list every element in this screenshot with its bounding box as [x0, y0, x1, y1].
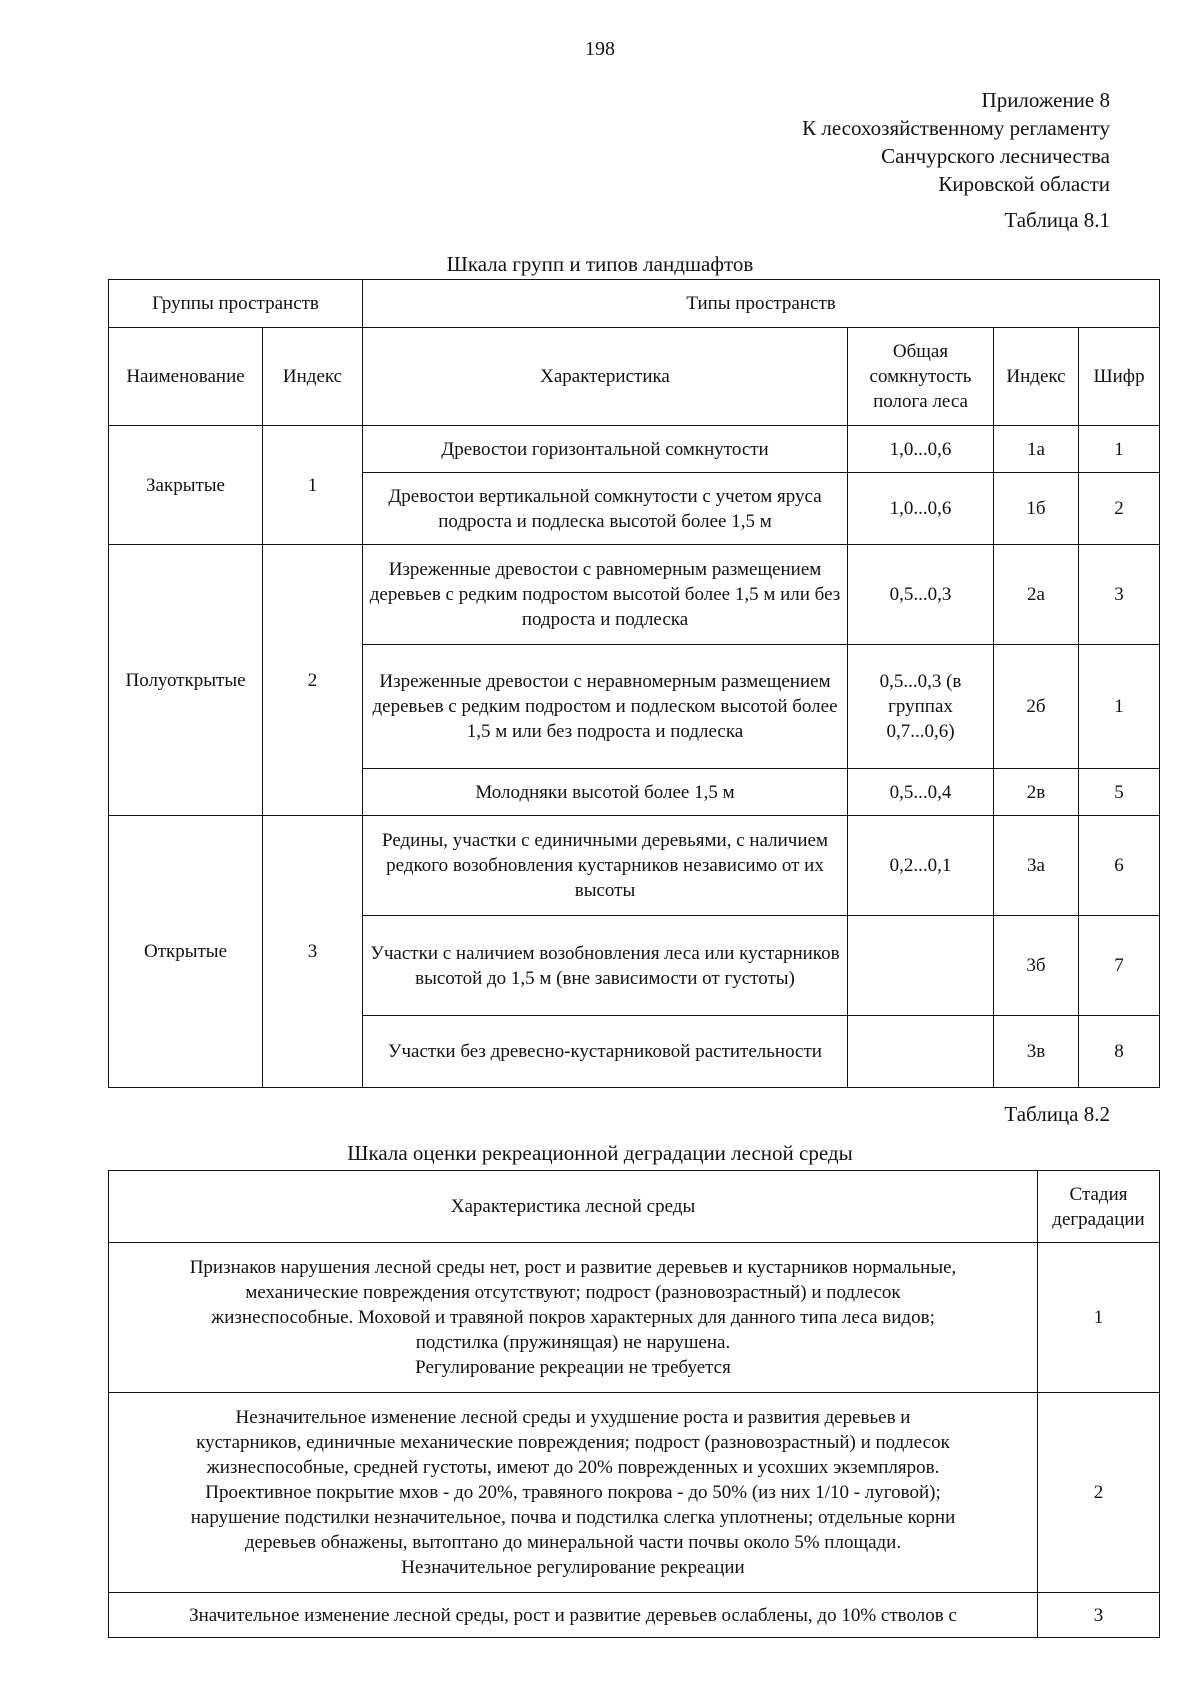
description-line: Проективное покрытие мхов - до 20%, травяного покрова - до 50% (из них 1/10 - луговой); [205, 1482, 941, 1503]
type-code: 1 [1079, 426, 1160, 473]
stage-description [109, 1243, 1038, 1393]
type-index: 2а [994, 545, 1079, 645]
type-characteristic: Изреженные древостои с неравномерным размещением деревьев с редким подростом и подлеском высотой более 1,5 м или без подроста и подлеска [363, 645, 848, 769]
type-code: 1 [1079, 645, 1160, 769]
table2-title: Шкала оценки рекреационной деградации лесной среды [347, 1141, 853, 1165]
description-line: жизнеспособные, средней густоты, имеют до 20% поврежденных и усохших экземпляров. [206, 1457, 940, 1478]
header-space-types: Типы пространств [363, 280, 1160, 328]
type-characteristic: Молодняки высотой более 1,5 м [363, 769, 848, 816]
description-line: Значительное изменение лесной среды, рост и развитие деревьев ослаблены, до 10% стволов с [189, 1604, 957, 1626]
description-line: Признаков нарушения лесной среды нет, рост и развитие деревьев и кустарников нормальные, [189, 1257, 957, 1278]
type-index: 3в [994, 1016, 1079, 1088]
description-line: нарушение подстилки незначительное, почва и подстилка слегка уплотнены; отдельные корни [190, 1507, 956, 1528]
type-characteristic: Изреженные древостои с равномерным размещением деревьев с редким подростом высотой более 1,5 м или без подроста и подлеска [363, 545, 848, 645]
type-code: 2 [1079, 473, 1160, 545]
type-code: 3 [1079, 545, 1160, 645]
type-density [848, 1016, 994, 1088]
col-forest-characteristic: Характеристика лесной среды [109, 1171, 1038, 1243]
col-characteristic: Характеристика [363, 328, 848, 426]
page-number: 198 [585, 38, 615, 60]
landscape-types-table [108, 279, 1160, 1088]
type-index: 2б [994, 645, 1079, 769]
table2-label: Таблица 8.2 [1004, 1102, 1110, 1126]
type-density: 0,5...0,3 (в группах 0,7...0,6) [848, 645, 994, 769]
type-density: 1,0...0,6 [848, 426, 994, 473]
type-code: 8 [1079, 1016, 1160, 1088]
appendix-header [802, 86, 1110, 198]
type-index: 3а [994, 816, 1079, 916]
type-density: 1,0...0,6 [848, 473, 994, 545]
stage-number: 3 [1038, 1593, 1160, 1638]
stage-description [109, 1393, 1038, 1593]
col-index: Индекс [263, 328, 363, 426]
description-line: механические повреждения отсутствуют; подрост (разновозрастный) и подлесок [245, 1282, 901, 1303]
type-density: 0,5...0,3 [848, 545, 994, 645]
description-line: деревьев обнажены, вытоптано до минеральной части почвы около 5% площади. [244, 1532, 902, 1553]
type-index: 2в [994, 769, 1079, 816]
type-index: 3б [994, 916, 1079, 1016]
description-line: Незначительное регулирование рекреации [401, 1557, 745, 1578]
description-line: жизнеспособные. Моховой и травяной покров характерных для данного типа леса видов; [211, 1307, 935, 1328]
header-space-groups: Группы пространств [109, 280, 363, 328]
type-code: 7 [1079, 916, 1160, 1016]
type-characteristic: Редины, участки с единичными деревьями, с наличием редкого возобновления кустарников независимо от их высоты [363, 816, 848, 916]
type-characteristic: Участки с наличием возобновления леса или кустарников высотой до 1,5 м (вне зависимости от густоты) [363, 916, 848, 1016]
appendix-line: Приложение 8 [981, 88, 1110, 112]
group-name: Полуоткрытые [109, 545, 263, 816]
appendix-line: Кировской области [938, 172, 1110, 196]
stage-number: 1 [1038, 1243, 1160, 1393]
type-density: 0,2...0,1 [848, 816, 994, 916]
degradation-scale-table [108, 1170, 1160, 1638]
type-index: 1б [994, 473, 1079, 545]
group-name: Закрытые [109, 426, 263, 545]
stage-description [109, 1593, 1038, 1638]
type-characteristic: Участки без древесно-кустарниковой растительности [363, 1016, 848, 1088]
table1-label: Таблица 8.1 [1004, 208, 1110, 232]
appendix-line: К лесохозяйственному регламенту [802, 116, 1110, 140]
col-code: Шифр [1079, 328, 1160, 426]
type-code: 6 [1079, 816, 1160, 916]
col-name: Наименование [109, 328, 263, 426]
type-characteristic: Древостои горизонтальной сомкнутости [363, 426, 848, 473]
type-code: 5 [1079, 769, 1160, 816]
description-line: Незначительное изменение лесной среды и ухудшение роста и развития деревьев и [235, 1407, 911, 1428]
type-density [848, 916, 994, 1016]
stage-number: 2 [1038, 1393, 1160, 1593]
group-name: Открытые [109, 816, 263, 1088]
type-density: 0,5...0,4 [848, 769, 994, 816]
group-index: 1 [263, 426, 363, 545]
type-index: 1а [994, 426, 1079, 473]
group-index: 2 [263, 545, 363, 816]
col-canopy-density: Общая сомкнутость полога леса [848, 328, 994, 426]
table1-title: Шкала групп и типов ландшафтов [446, 252, 754, 276]
col-type-index: Индекс [994, 328, 1079, 426]
col-degradation-stage: Стадия деградации [1038, 1171, 1160, 1243]
appendix-line: Санчурского лесничества [881, 144, 1110, 168]
description-line: Регулирование рекреации не требуется [415, 1357, 731, 1378]
description-line: кустарников, единичные механические повреждения; подрост (разновозрастный) и подлесок [196, 1432, 950, 1453]
description-line: подстилка (пружинящая) не нарушена. [415, 1332, 731, 1353]
type-characteristic: Древостои вертикальной сомкнутости с учетом яруса подроста и подлеска высотой более 1,5 м [363, 473, 848, 545]
group-index: 3 [263, 816, 363, 1088]
